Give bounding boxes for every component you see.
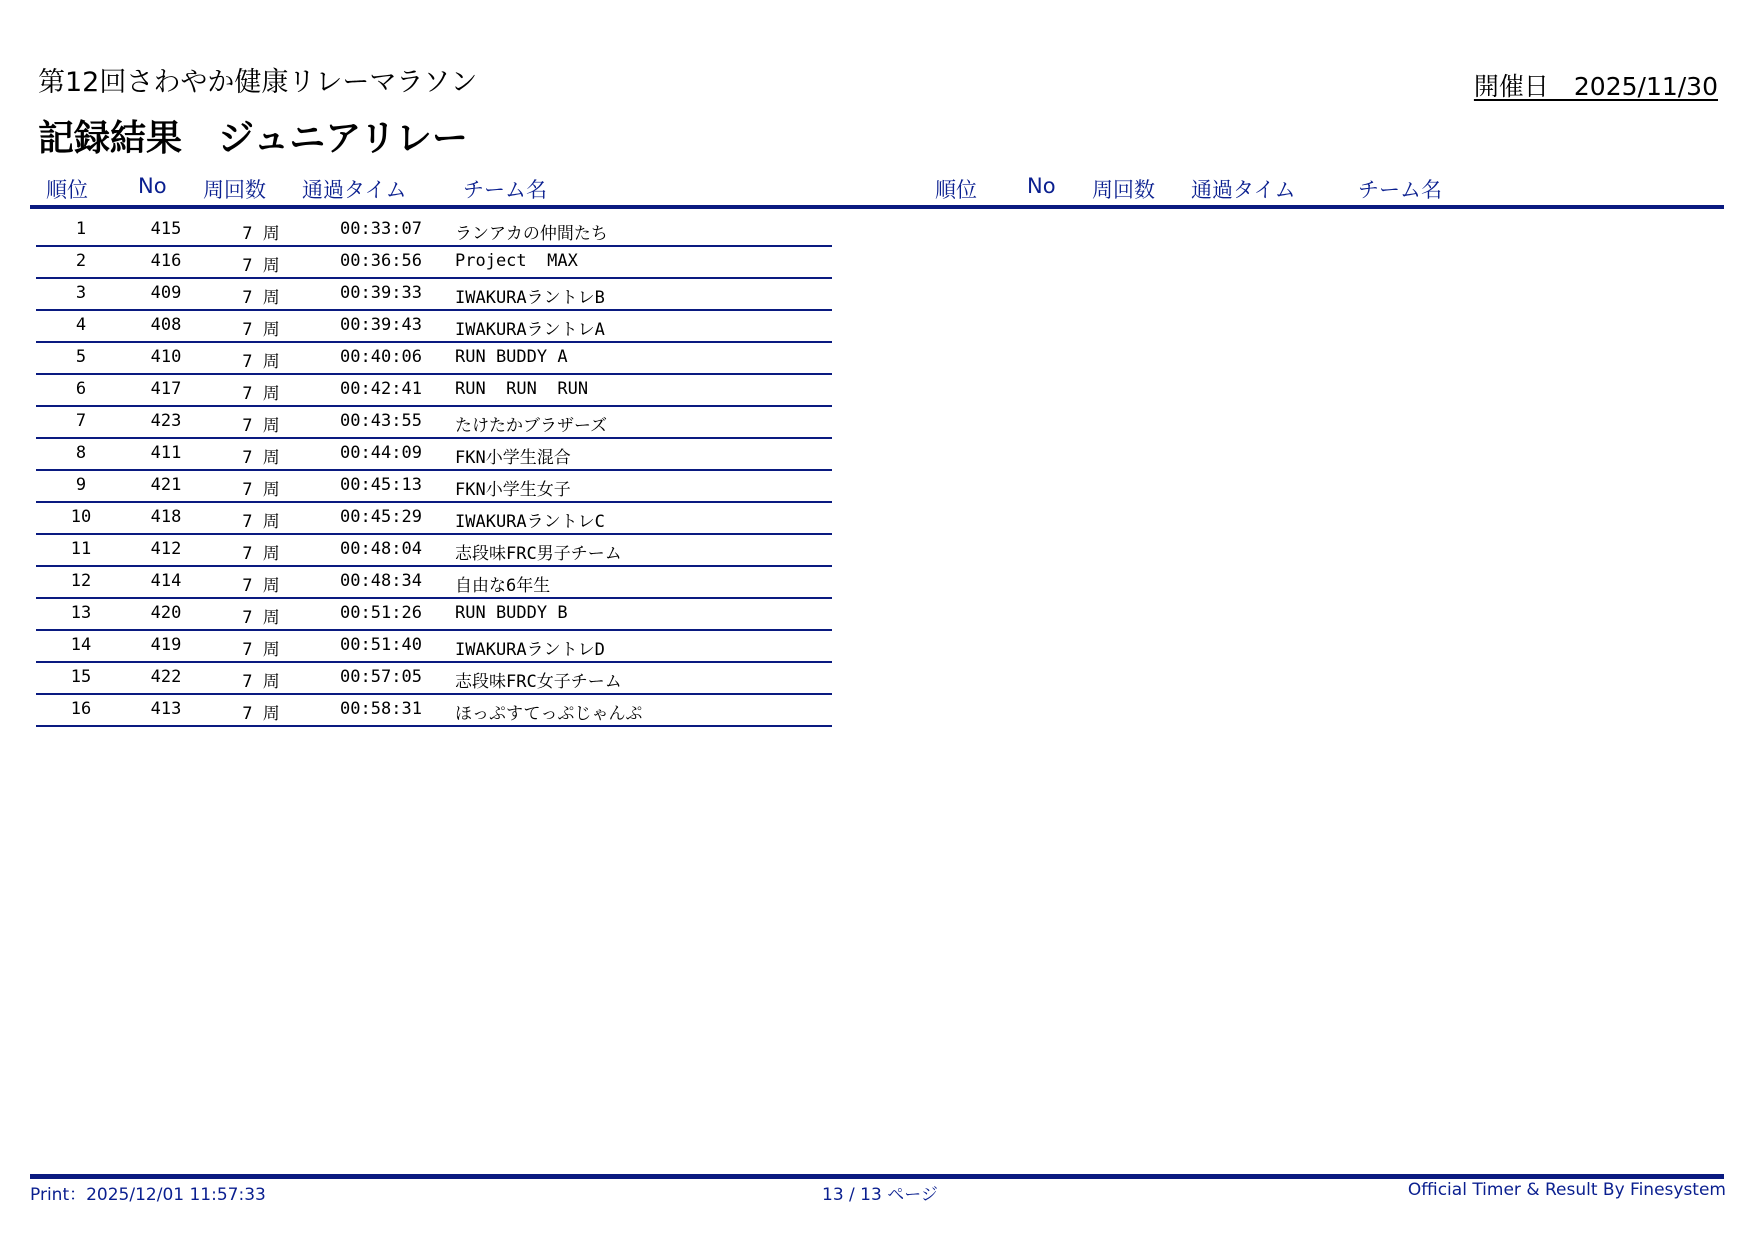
- page-indicator: 13 / 13 ページ: [822, 1185, 938, 1205]
- col-header-laps-right: 周回数: [1092, 178, 1155, 202]
- laps-cell: 7 周: [242, 576, 280, 596]
- laps-cell: 7 周: [242, 512, 280, 532]
- laps-cell: 7 周: [242, 672, 280, 692]
- table-row: [36, 279, 832, 311]
- time-cell: 00:39:43: [340, 315, 422, 335]
- time-cell: 00:57:05: [340, 667, 422, 687]
- team-cell: 志段味FRC女子チーム: [455, 672, 622, 692]
- print-timestamp: Print：2025/12/01 11:57:33: [30, 1185, 266, 1205]
- col-header-no-right: No: [1027, 174, 1056, 198]
- laps-cell: 7 周: [242, 480, 280, 500]
- number-cell: 412: [150, 539, 182, 559]
- table-row: [36, 343, 832, 375]
- results-table: [36, 215, 832, 727]
- laps-cell: 7 周: [242, 416, 280, 436]
- rank-cell: 10: [70, 507, 92, 527]
- team-cell: たけたかブラザーズ: [455, 416, 608, 436]
- rank-cell: 2: [75, 251, 87, 271]
- number-cell: 420: [150, 603, 182, 623]
- number-cell: 409: [150, 283, 182, 303]
- laps-cell: 7 周: [242, 544, 280, 564]
- table-row: [36, 695, 832, 727]
- number-cell: 418: [150, 507, 182, 527]
- number-cell: 414: [150, 571, 182, 591]
- table-row: [36, 567, 832, 599]
- laps-cell: 7 周: [242, 320, 280, 340]
- table-row: [36, 375, 832, 407]
- time-cell: 00:51:40: [340, 635, 422, 655]
- rank-cell: 15: [70, 667, 92, 687]
- number-cell: 421: [150, 475, 182, 495]
- rank-cell: 9: [75, 475, 87, 495]
- team-cell: IWAKURAラントレD: [455, 640, 605, 660]
- footer-rule: [30, 1174, 1724, 1179]
- laps-cell: 7 周: [242, 352, 280, 372]
- col-header-team-right: チーム名: [1358, 178, 1442, 202]
- time-cell: 00:42:41: [340, 379, 422, 399]
- column-headers: [0, 174, 1754, 206]
- rank-cell: 11: [70, 539, 92, 559]
- number-cell: 410: [150, 347, 182, 367]
- laps-cell: 7 周: [242, 640, 280, 660]
- laps-cell: 7 周: [242, 384, 280, 404]
- number-cell: 419: [150, 635, 182, 655]
- col-header-rank-right: 順位: [935, 178, 977, 202]
- table-row: [36, 599, 832, 631]
- table-row: [36, 631, 832, 663]
- number-cell: 423: [150, 411, 182, 431]
- rank-cell: 13: [70, 603, 92, 623]
- table-row: [36, 407, 832, 439]
- laps-cell: 7 周: [242, 448, 280, 468]
- timer-credit: Official Timer & Result By Finesystem: [1407, 1180, 1726, 1200]
- time-cell: 00:45:13: [340, 475, 422, 495]
- rank-cell: 14: [70, 635, 92, 655]
- number-cell: 408: [150, 315, 182, 335]
- time-cell: 00:51:26: [340, 603, 422, 623]
- table-row: [36, 215, 832, 247]
- number-cell: 417: [150, 379, 182, 399]
- time-cell: 00:36:56: [340, 251, 422, 271]
- team-cell: ほっぷすてっぷじゃんぷ: [455, 704, 643, 724]
- event-date: 開催日 2025/11/30: [1473, 72, 1718, 101]
- time-cell: 00:39:33: [340, 283, 422, 303]
- rank-cell: 3: [75, 283, 87, 303]
- team-cell: IWAKURAラントレC: [455, 512, 605, 532]
- rank-cell: 6: [75, 379, 87, 399]
- laps-cell: 7 周: [242, 288, 280, 308]
- time-cell: 00:48:04: [340, 539, 422, 559]
- time-cell: 00:48:34: [340, 571, 422, 591]
- time-cell: 00:43:55: [340, 411, 422, 431]
- laps-cell: 7 周: [242, 608, 280, 628]
- team-cell: 志段味FRC男子チーム: [455, 544, 622, 564]
- col-header-time-right: 通過タイム: [1191, 178, 1296, 202]
- time-cell: 00:44:09: [340, 443, 422, 463]
- rank-cell: 5: [75, 347, 87, 367]
- time-cell: 00:40:06: [340, 347, 422, 367]
- table-row: [36, 311, 832, 343]
- rank-cell: 16: [70, 699, 92, 719]
- number-cell: 416: [150, 251, 182, 271]
- team-cell: RUN BUDDY A: [455, 347, 568, 367]
- rank-cell: 8: [75, 443, 87, 463]
- number-cell: 413: [150, 699, 182, 719]
- time-cell: 00:58:31: [340, 699, 422, 719]
- team-cell: IWAKURAラントレA: [455, 320, 605, 340]
- col-header-rank-left: 順位: [46, 178, 88, 202]
- table-row: [36, 471, 832, 503]
- table-row: [36, 535, 832, 567]
- header-rule: [30, 205, 1724, 209]
- number-cell: 411: [150, 443, 182, 463]
- number-cell: 415: [150, 219, 182, 239]
- col-header-time-left: 通過タイム: [302, 178, 407, 202]
- col-header-team-left: チーム名: [463, 178, 547, 202]
- table-row: [36, 247, 832, 279]
- team-cell: RUN BUDDY B: [455, 603, 568, 623]
- laps-cell: 7 周: [242, 256, 280, 276]
- table-row: [36, 503, 832, 535]
- col-header-laps-left: 周回数: [203, 178, 266, 202]
- table-row: [36, 663, 832, 695]
- laps-cell: 7 周: [242, 704, 280, 724]
- team-cell: RUN RUN RUN: [455, 379, 589, 399]
- team-cell: FKN小学生女子: [455, 480, 571, 500]
- team-cell: IWAKURAラントレB: [455, 288, 605, 308]
- rank-cell: 1: [75, 219, 87, 239]
- rank-cell: 12: [70, 571, 92, 591]
- table-row: [36, 439, 832, 471]
- rank-cell: 7: [75, 411, 87, 431]
- col-header-no-left: No: [138, 174, 167, 198]
- team-cell: ランアカの仲間たち: [455, 224, 608, 244]
- team-cell: 自由な6年生: [455, 576, 551, 596]
- team-cell: Project MAX: [455, 251, 578, 271]
- team-cell: FKN小学生混合: [455, 448, 571, 468]
- rank-cell: 4: [75, 315, 87, 335]
- time-cell: 00:45:29: [340, 507, 422, 527]
- event-title: 第12回さわやか健康リレーマラソン: [38, 67, 478, 98]
- number-cell: 422: [150, 667, 182, 687]
- laps-cell: 7 周: [242, 224, 280, 244]
- page-title: 記録結果 ジュニアリレー: [38, 118, 468, 159]
- time-cell: 00:33:07: [340, 219, 422, 239]
